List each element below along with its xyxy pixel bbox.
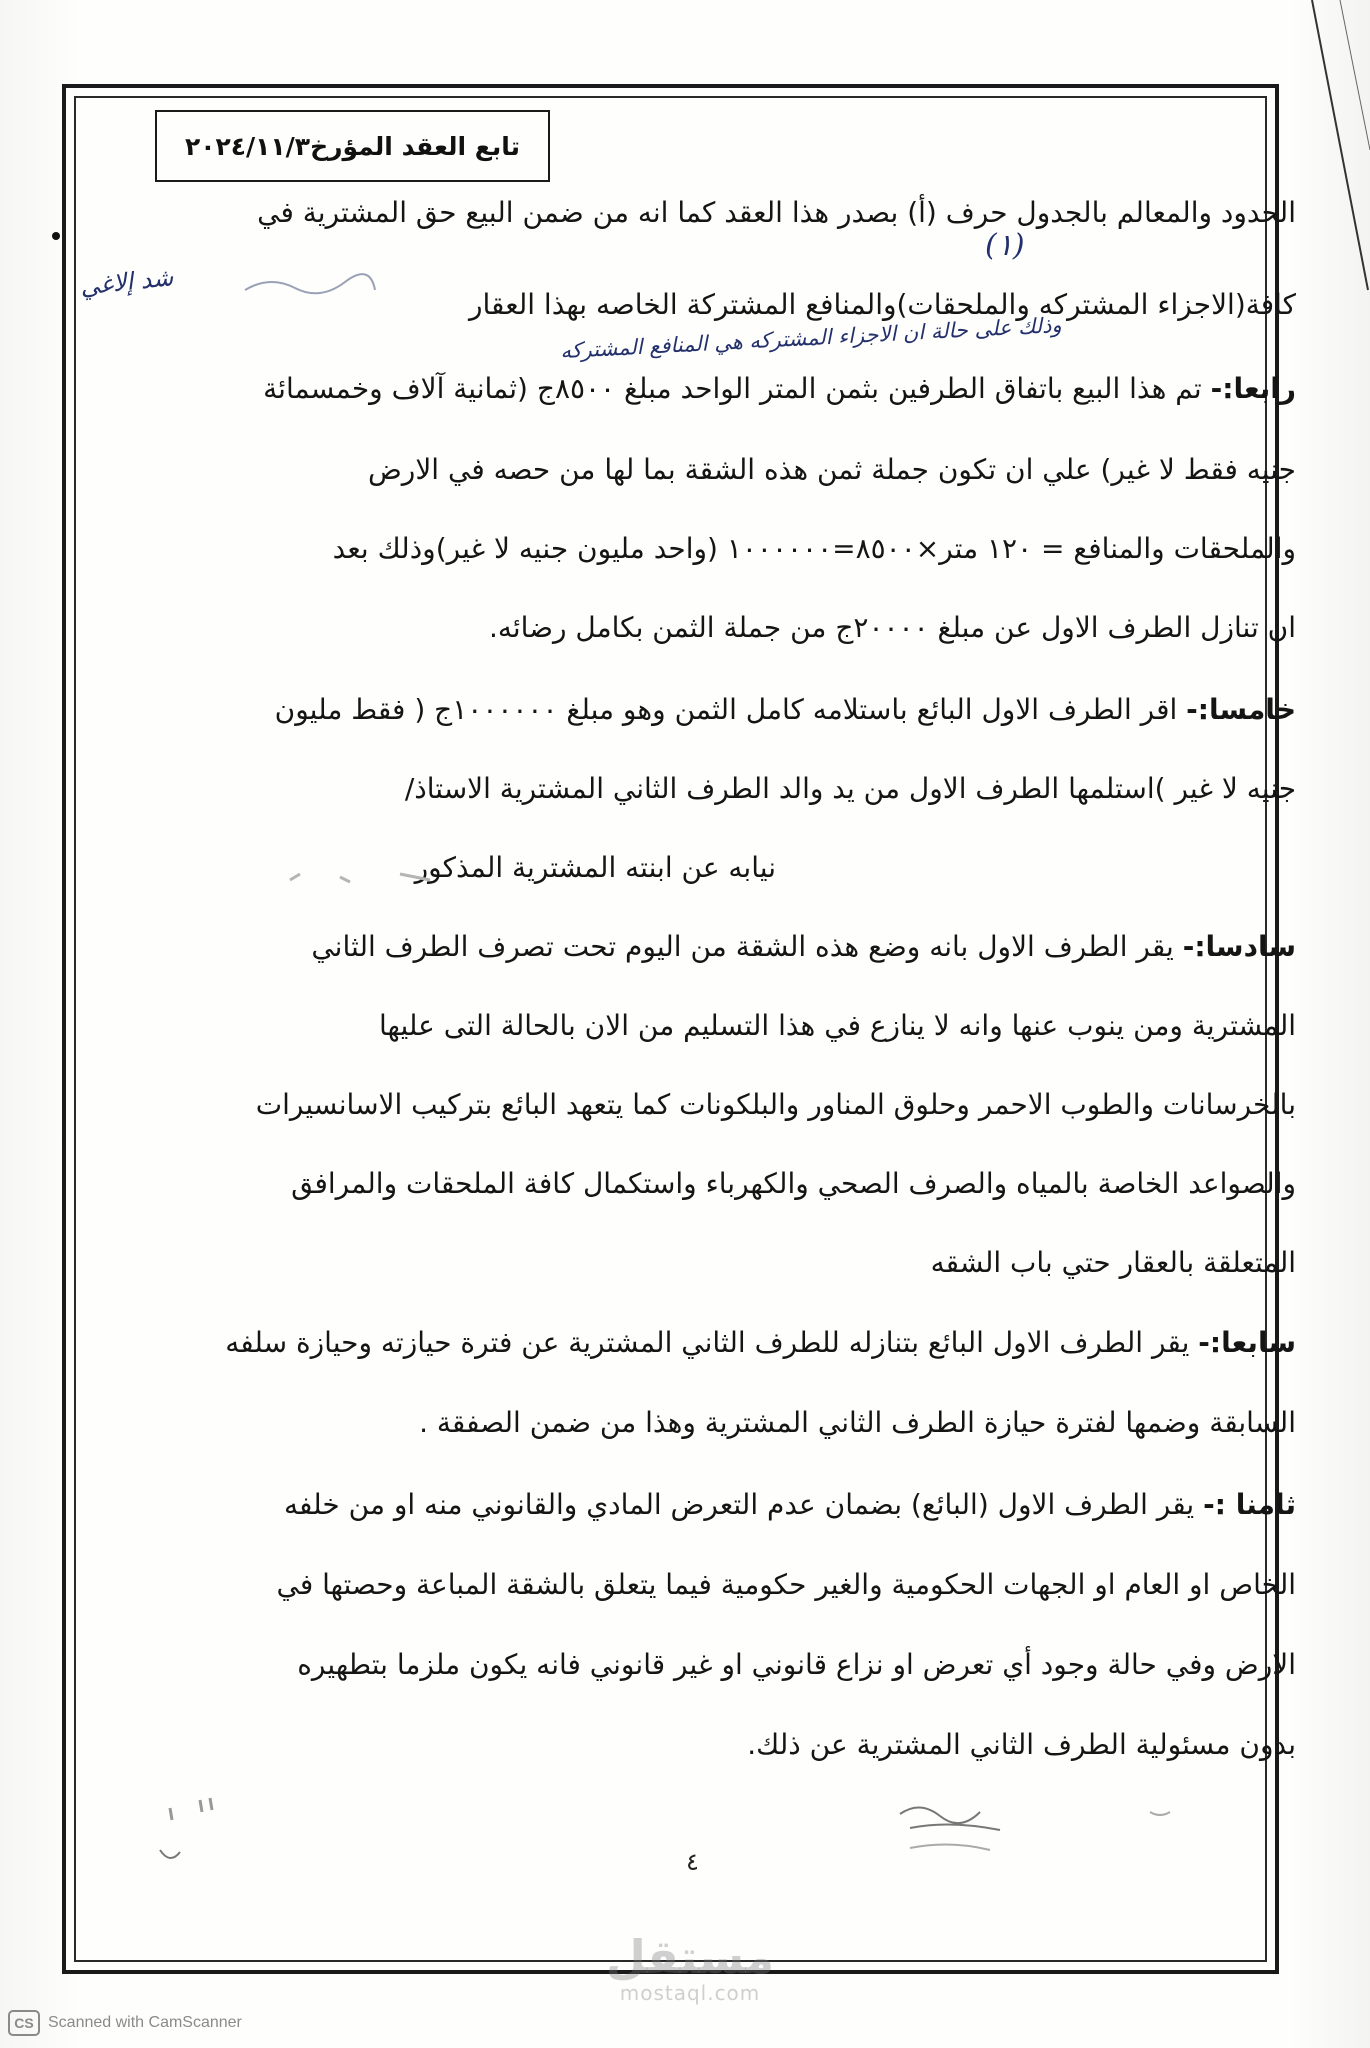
faded-signature-mark [240, 270, 380, 300]
contract-line: والملحقات والمنافع = ١٢٠ متر×٨٥٠٠=١٠٠٠٠٠٠ (واحد مليون جنيه لا غير)وذلك بعد [332, 532, 1296, 565]
mostaql-watermark [600, 1932, 780, 2004]
contract-line: الحدود والمعالم بالجدول حرف (أ) بصدر هذا العقد كما انه من ضمن البيع حق المشترية في [257, 196, 1296, 229]
camscanner-stamp [8, 2010, 242, 2036]
contract-header-title: تابع العقد المؤرخ٢٠٢٤/١١/٣ [184, 131, 521, 161]
contract-line: الارض وفي حالة وجود أي تعرض او نزاع قانوني او غير قانوني فانه يكون ملزما بتطهيره [297, 1648, 1296, 1681]
clause-heading: خامسا:- [1186, 693, 1296, 726]
contract-line: كافة(الاجزاء المشتركه والملحقات)والمنافع المشتركة الخاصه بهذا العقار [468, 288, 1296, 321]
contract-clause-fourth: رابعا:- تم هذا البيع باتفاق الطرفين بثمن المتر الواحد مبلغ ٨٥٠٠ج (ثمانية آلاف وخمسمائة [263, 372, 1296, 405]
contract-line: والصواعد الخاصة بالمياه والصرف الصحي والكهرباء واستكمال كافة الملحقات والمرافق [291, 1167, 1296, 1200]
contract-header-box [155, 110, 550, 182]
contract-line: بدون مسئولية الطرف الثاني المشترية عن ذلك. [747, 1728, 1296, 1761]
page-fold-line [1310, 0, 1370, 300]
clause-heading: سادسا:- [1182, 930, 1296, 963]
contract-line: نيابه عن ابنته المشترية المذكور [414, 851, 776, 884]
contract-line: السابقة وضمها لفترة حيازة الطرف الثاني المشترية وهذا من ضمن الصفقة . [419, 1406, 1296, 1439]
camscanner-text: Scanned with CamScanner [48, 2014, 242, 2031]
contract-clause-sixth: سادسا:- يقر الطرف الاول بانه وضع هذه الشقة من اليوم تحت تصرف الطرف الثاني [311, 930, 1296, 963]
watermark-arabic: مستقل [605, 1930, 775, 1984]
contract-line: المتعلقة بالعقار حتي باب الشقه [930, 1246, 1296, 1279]
handwritten-marker: (١) [985, 228, 1025, 263]
camscanner-logo-icon: CS [8, 2010, 40, 2036]
clause-heading: ثامنا :- [1203, 1488, 1296, 1521]
page-number: ٤ [686, 1848, 699, 1876]
contract-line: المشترية ومن ينوب عنها وانه لا ينازع في هذا التسليم من الان بالحالة التى عليها [379, 1009, 1296, 1042]
signature-scribbles [150, 1790, 1200, 1870]
contract-line: بالخرسانات والطوب الاحمر وحلوق المناور والبلكونات كما يتعهد البائع بتركيب الاسانسيرات [255, 1088, 1296, 1121]
contract-line: جنيه فقط لا غير) علي ان تكون جملة ثمن هذه الشقة بما لها من حصه في الارض [367, 453, 1296, 486]
contract-clause-seventh: سابعا:- يقر الطرف الاول البائع بتنازله للطرف الثاني المشترية عن فترة حيازته وحيازة سلفه [225, 1326, 1296, 1359]
handwritten-annotation-right: شد إلاغي [78, 263, 175, 301]
contract-line: الخاص او العام او الجهات الحكومية والغير حكومية فيما يتعلق بالشقة المباعة وحصتها في [276, 1568, 1296, 1601]
contract-line: ان تنازل الطرف الاول عن مبلغ ٢٠٠٠٠ج من جملة الثمن بكامل رضائه. [488, 611, 1296, 644]
handwritten-annotation-line: وذلك على حالة ان الاجزاء المشتركه هي المنافع المشتركه [559, 312, 1063, 364]
watermark-latin: mostaql.com [619, 1981, 761, 2005]
contract-line: جنيه لا غير )استلمها الطرف الاول من يد والد الطرف الثاني المشترية الاستاذ/ [404, 772, 1296, 805]
contract-clause-fifth: خامسا:- اقر الطرف الاول البائع باستلامه كامل الثمن وهو مبلغ ١٠٠٠٠٠٠ج ( فقط مليون [274, 693, 1296, 726]
contract-clause-eighth: ثامنا :- يقر الطرف الاول (البائع) بضمان عدم التعرض المادي والقانوني منه او من خلفه [283, 1488, 1296, 1521]
clause-heading: سابعا:- [1198, 1326, 1296, 1359]
faded-name-mark [280, 862, 460, 892]
clause-heading: رابعا:- [1210, 372, 1296, 405]
margin-dot [52, 232, 60, 240]
